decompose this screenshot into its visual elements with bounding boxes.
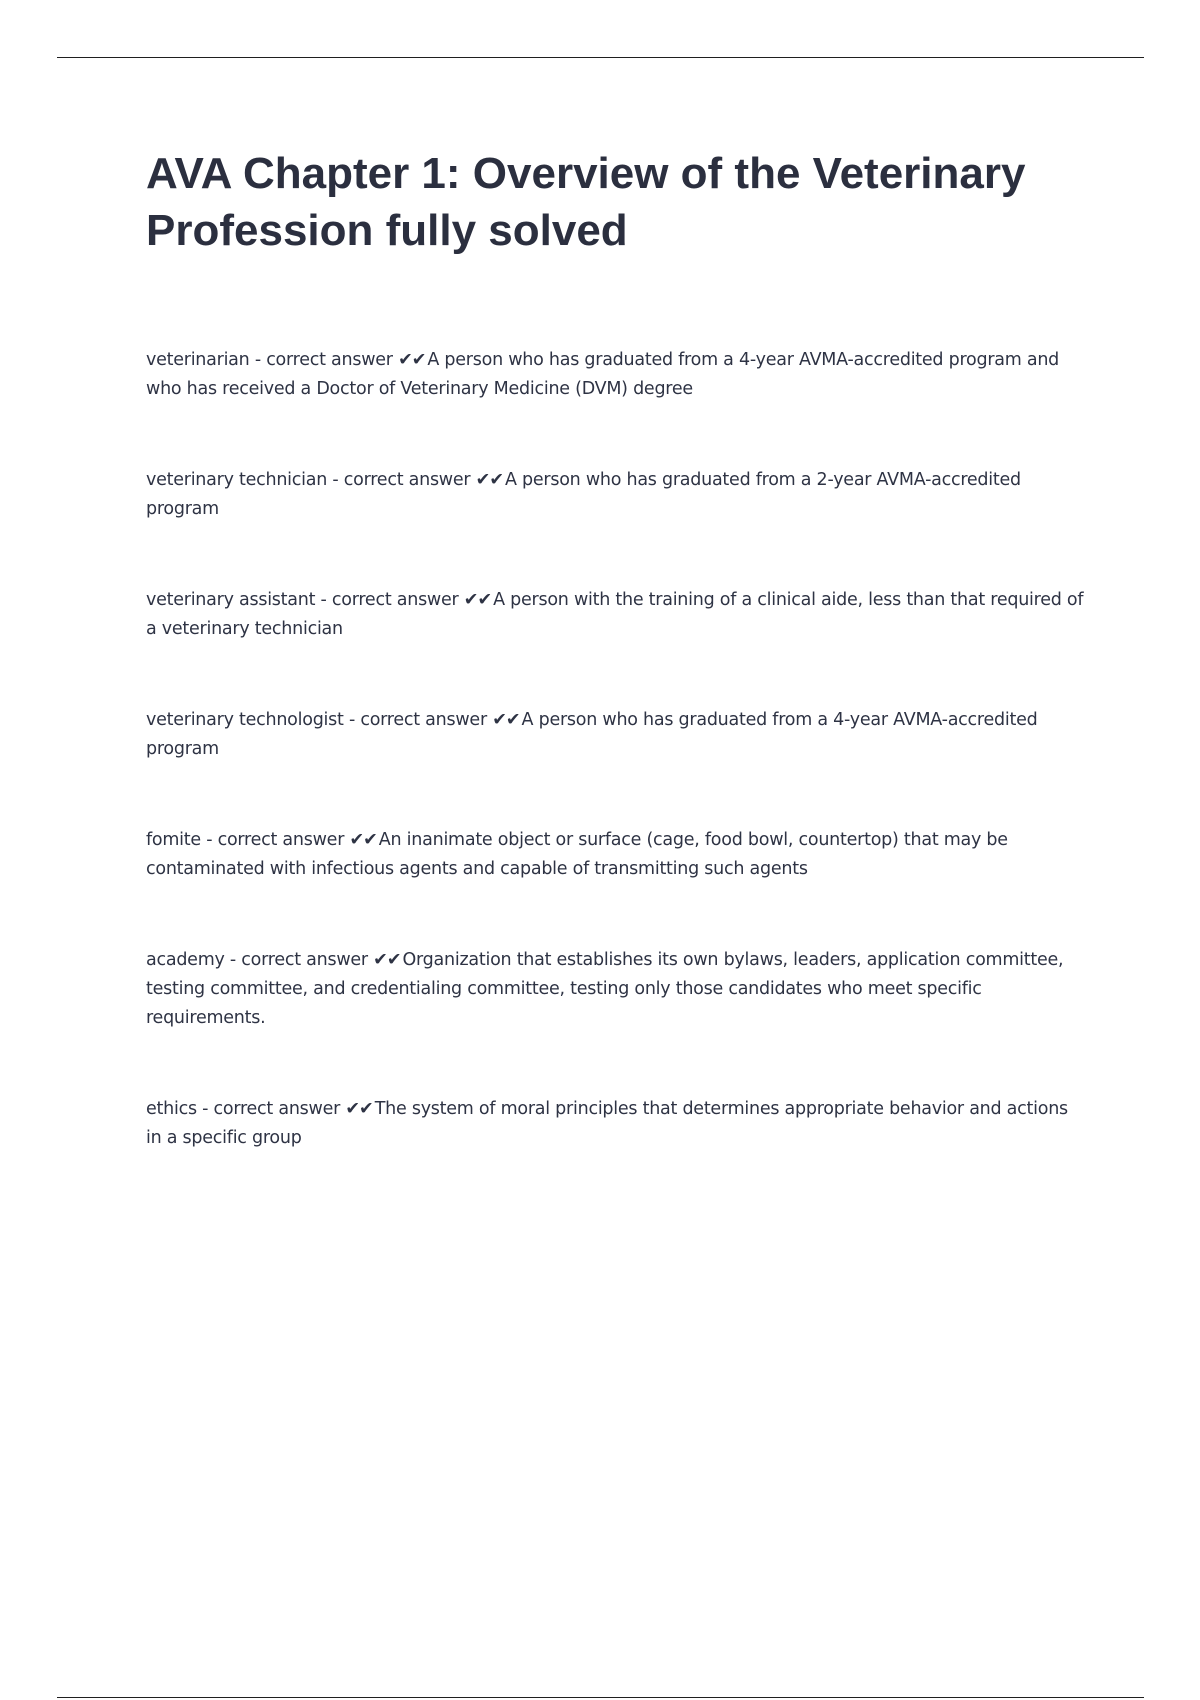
- bottom-divider: [57, 1697, 1144, 1698]
- qa-definition: A person who has graduated from a 2-year AVMA-accredited program: [146, 470, 1021, 519]
- double-check-icon: ✔✔: [345, 1099, 373, 1119]
- qa-term: veterinary technician: [146, 470, 328, 490]
- qa-definition: A person with the training of a clinical aide, less than that required of a veterinary technician: [146, 590, 1084, 639]
- qa-definition: An inanimate object or surface (cage, food bowl, countertop) that may be contaminated with infectious agents and capable of transmitting such agents: [146, 830, 1008, 879]
- qa-item: [146, 946, 1086, 1033]
- qa-separator: - correct answer: [196, 1099, 346, 1119]
- qa-separator: - correct answer: [224, 950, 374, 970]
- double-check-icon: ✔✔: [475, 470, 503, 490]
- qa-separator: - correct answer: [343, 710, 493, 730]
- qa-definition: A person who has graduated from a 4-year AVMA-accredited program: [146, 710, 1038, 759]
- document-title: AVA Chapter 1: Overview of the Veterinary Profession fully solved: [146, 149, 1026, 255]
- qa-definition: Organization that establishes its own bylaws, leaders, application committee, testing committee, and credentialing committee, testing only those candidates who meet specific requirements.: [146, 950, 1064, 1028]
- qa-separator: - correct answer: [200, 830, 350, 850]
- qa-term: ethics: [146, 1099, 197, 1119]
- qa-item: [146, 586, 1086, 644]
- double-check-icon: ✔✔: [463, 590, 492, 610]
- qa-definition: The system of moral principles that determines appropriate behavior and actions in a specific group: [146, 1099, 1068, 1148]
- qa-term: veterinary technologist: [146, 710, 344, 730]
- qa-separator: - correct answer: [249, 350, 399, 370]
- qa-separator: - correct answer: [315, 590, 464, 610]
- qa-term: veterinary assistant: [146, 590, 316, 610]
- qa-item: [146, 466, 1086, 524]
- double-check-icon: ✔✔: [492, 710, 520, 730]
- double-check-icon: ✔✔: [373, 950, 401, 970]
- qa-term: academy: [146, 950, 225, 970]
- qa-item: [146, 826, 1086, 884]
- double-check-icon: ✔✔: [398, 350, 426, 370]
- double-check-icon: ✔✔: [349, 830, 377, 850]
- qa-item: [146, 1095, 1086, 1153]
- qa-term: veterinarian: [146, 350, 250, 370]
- qa-item: [146, 706, 1086, 764]
- qa-definition: A person who has graduated from a 4-year AVMA-accredited program and who has received a Doctor of Veterinary Medicine (DVM) degree: [146, 350, 1060, 399]
- qa-item: [146, 346, 1086, 404]
- qa-separator: - correct answer: [327, 470, 476, 490]
- qa-list: [146, 346, 1086, 1153]
- qa-term: fomite: [146, 830, 201, 850]
- top-divider: [57, 57, 1144, 58]
